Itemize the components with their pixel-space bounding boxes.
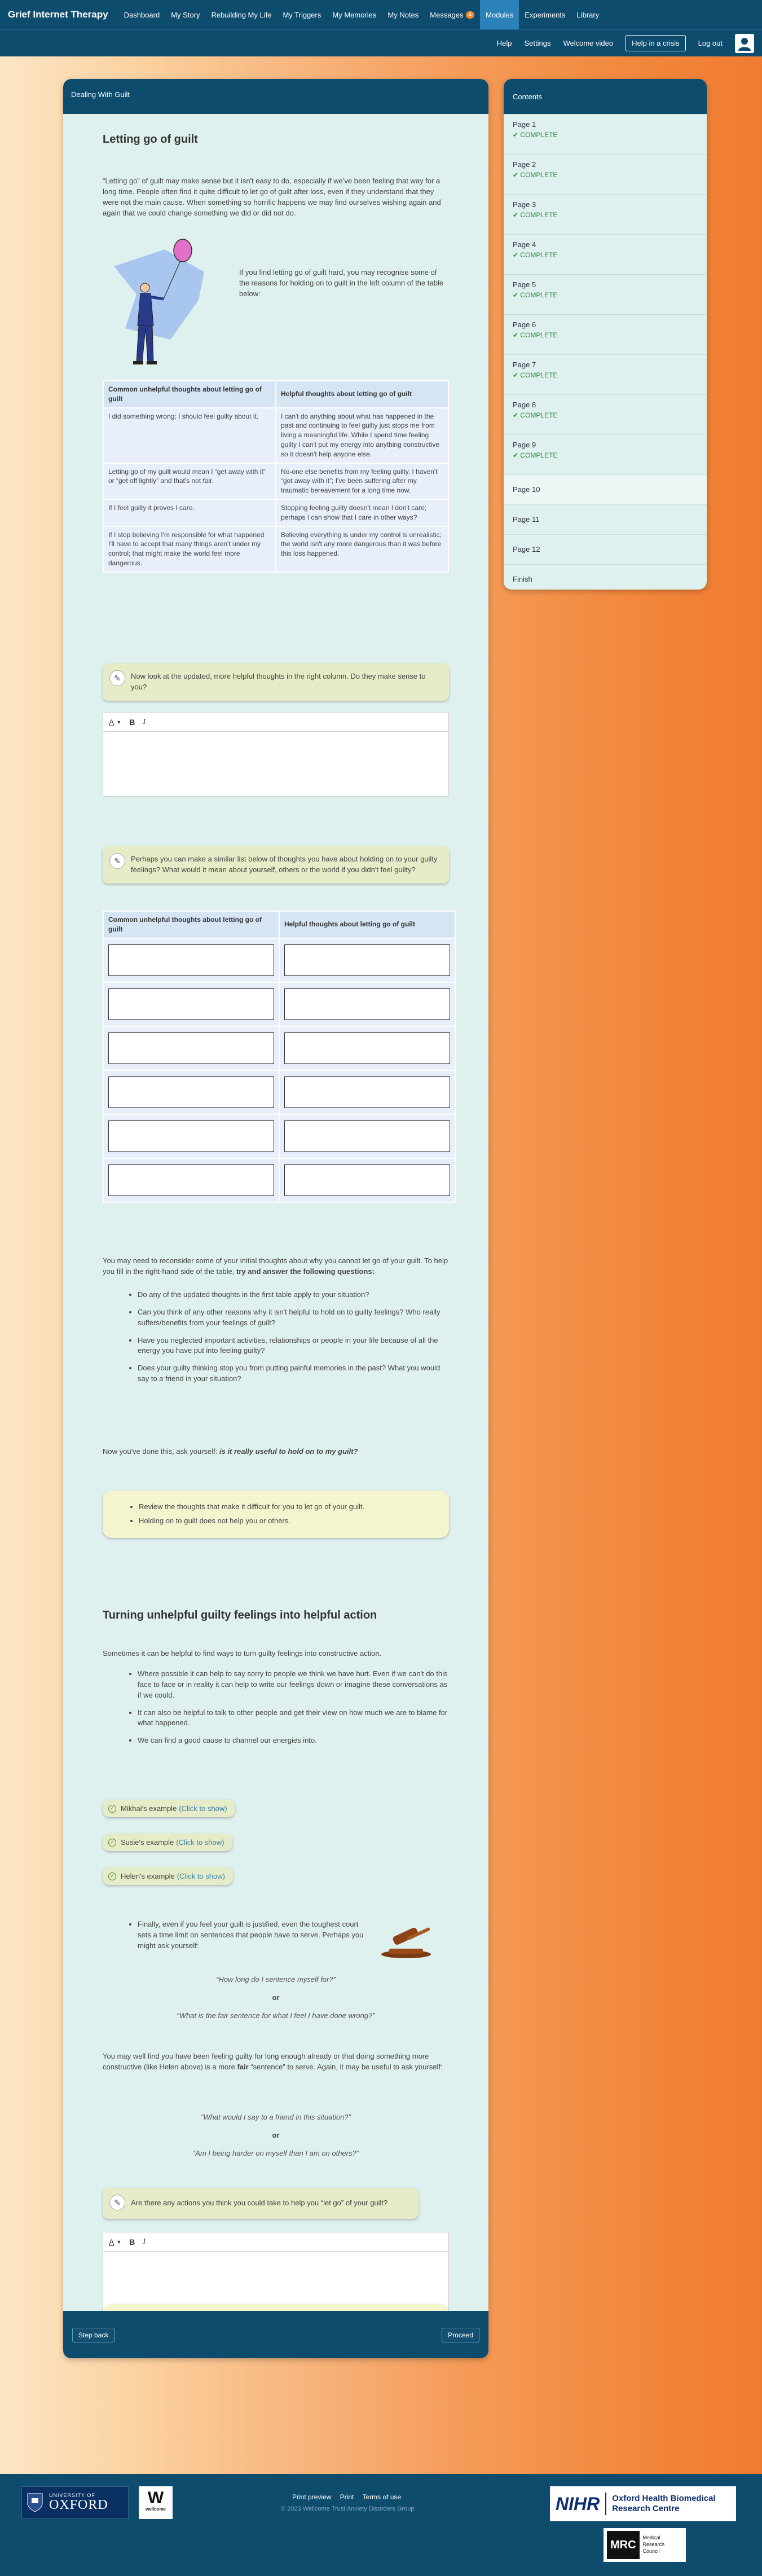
quote-fair-sentence: “What is the fair sentence for what I feel I have done wrong?” bbox=[177, 2011, 375, 2020]
helpful-thought-input[interactable] bbox=[284, 1120, 450, 1152]
pencil-icon: ✎ bbox=[109, 2195, 125, 2210]
section-heading: Turning unhelpful guilty feelings into helpful action bbox=[103, 1609, 377, 1621]
action-intro: Sometimes it can be helpful to find ways to turn guilty feelings into constructive action. bbox=[103, 1649, 382, 1658]
example-name: Mikhai's example bbox=[121, 1804, 177, 1813]
nav-my-memories[interactable]: My Memories bbox=[332, 10, 377, 19]
messages-badge: 4 bbox=[466, 11, 475, 19]
help-link[interactable]: Help bbox=[496, 39, 512, 47]
table-row bbox=[103, 1070, 455, 1114]
sidebar-page-12[interactable]: Page 12 bbox=[504, 534, 707, 564]
finally-list bbox=[103, 1919, 368, 1958]
contents-sidebar bbox=[504, 79, 707, 590]
page-label: Page 5 bbox=[513, 280, 536, 289]
list-item: • Do any of the updated thoughts in the first table apply to your situation? bbox=[138, 1290, 449, 1300]
text-color-icon[interactable]: A bbox=[109, 717, 114, 727]
bold-button[interactable]: B bbox=[129, 2237, 135, 2247]
nav-my-triggers[interactable]: My Triggers bbox=[283, 10, 321, 19]
table-row bbox=[103, 526, 448, 572]
nav-experiments[interactable]: Experiments bbox=[525, 10, 566, 19]
sidebar-page-7[interactable] bbox=[504, 354, 707, 394]
sidebar-page-10[interactable]: Page 10 bbox=[504, 474, 707, 504]
mrc-logo-text: Medical Research Council bbox=[642, 2535, 665, 2554]
complete-status: ✔ COMPLETE bbox=[513, 131, 558, 139]
susie-example-toggle[interactable] bbox=[103, 1834, 232, 1851]
nav-dashboard[interactable]: Dashboard bbox=[124, 10, 160, 19]
helpful-thought-input[interactable] bbox=[284, 1032, 450, 1064]
welcome-video-link[interactable]: Welcome video bbox=[563, 39, 614, 47]
table-row bbox=[103, 1026, 455, 1070]
nihr-logo-text: Oxford Health Biomedical Research Centre bbox=[612, 2494, 716, 2513]
page-title: Letting go of guilt bbox=[103, 133, 198, 146]
unhelpful-thought-input[interactable] bbox=[108, 1164, 274, 1196]
proceed-button[interactable]: Proceed bbox=[442, 2328, 479, 2342]
nav-my-notes[interactable]: My Notes bbox=[387, 10, 419, 19]
helpful-thought-input[interactable] bbox=[284, 988, 450, 1020]
print-preview-link[interactable]: Print preview bbox=[292, 2493, 332, 2501]
oxford-logo bbox=[21, 2486, 129, 2519]
page-label: Page 1 bbox=[513, 120, 536, 129]
sidebar-page-1[interactable] bbox=[504, 114, 707, 154]
copyright-text: © 2023 Wellcome Trust Anxiety Disorders Group bbox=[281, 2505, 415, 2512]
nihr-logo-mark: NIHR bbox=[556, 2493, 600, 2514]
top-nav bbox=[0, 0, 762, 29]
brand-title[interactable]: Grief Internet Therapy bbox=[8, 9, 108, 20]
complete-status: ✔ COMPLETE bbox=[513, 251, 558, 259]
table-cell: I did something wrong; I should feel guilty about it. bbox=[103, 408, 276, 463]
wellcome-logo-mark: W bbox=[147, 2489, 164, 2507]
oxford-logo-line2: OXFORD bbox=[49, 2498, 108, 2513]
complete-status: ✔ COMPLETE bbox=[513, 331, 558, 339]
check-icon: ✔ bbox=[513, 451, 519, 459]
prompt-actions bbox=[103, 2188, 419, 2219]
check-icon: ✔ bbox=[513, 371, 519, 379]
print-link[interactable]: Print bbox=[340, 2493, 354, 2501]
page-label: Page 7 bbox=[513, 361, 536, 369]
page-footer bbox=[0, 2474, 762, 2576]
wellcome-logo bbox=[139, 2486, 173, 2519]
page-label: Page 9 bbox=[513, 441, 536, 449]
fair-sentence-text bbox=[103, 2051, 449, 2073]
sidebar-page-5[interactable] bbox=[504, 274, 707, 314]
gavel-icon bbox=[377, 1920, 435, 1959]
oxford-logo-line1: UNIVERSITY OF bbox=[49, 2492, 95, 2498]
table-header: Helpful thoughts about letting go of guilt bbox=[276, 381, 448, 408]
table-row bbox=[103, 982, 455, 1026]
check-icon: ✔ bbox=[513, 131, 519, 139]
complete-status: ✔ COMPLETE bbox=[513, 371, 558, 379]
table-row bbox=[103, 938, 455, 982]
table-row bbox=[103, 1114, 455, 1158]
my-thoughts-table bbox=[103, 911, 456, 1203]
table-cell: No-one else benefits from my feeling guilty. I haven't “got away with it”; I've been suffering after my traumatic bereavement for a long time now. bbox=[276, 463, 448, 499]
module-footer bbox=[63, 2311, 488, 2358]
pencil-icon: ✎ bbox=[109, 853, 125, 869]
list-item: • We can find a good cause to channel our energies into. bbox=[138, 1735, 449, 1746]
sub-nav bbox=[0, 29, 762, 56]
page-label: Page 8 bbox=[513, 401, 536, 409]
or-separator: or bbox=[272, 2131, 280, 2139]
complete-status: ✔ COMPLETE bbox=[513, 211, 558, 219]
check-icon: ✓ bbox=[108, 1872, 116, 1880]
example-name: Helen's example bbox=[121, 1872, 175, 1880]
complete-status: ✔ COMPLETE bbox=[513, 451, 558, 459]
table-cell: If I feel guilty it proves I care. bbox=[103, 499, 276, 526]
editor-toolbar bbox=[103, 713, 448, 732]
page-label: Page 3 bbox=[513, 200, 536, 209]
list-item: • Can you think of any other reasons why it isn't helpful to hold on to guilty feelings? Who really suffers/benefits from your feelings of guilt? bbox=[138, 1307, 449, 1329]
oxford-crest-icon bbox=[27, 2493, 43, 2513]
table-row bbox=[103, 408, 448, 463]
nav-rebuilding[interactable]: Rebuilding My Life bbox=[211, 10, 272, 19]
list-item: • Where possible it can help to say sorry to people we think we have hurt. Even if we can't do this face to face or in reality it can help to write our feelings down or imagine these conversations as if we could. bbox=[138, 1669, 449, 1701]
reconsider-text-part: You may need to reconsider some of your initial thoughts about why you cannot let go of your guilt. To help you fill in the right-hand side of the table, bbox=[103, 1256, 448, 1276]
action-list bbox=[103, 1669, 449, 1753]
user-icon bbox=[737, 36, 752, 51]
mikhai-example-toggle[interactable] bbox=[103, 1800, 235, 1817]
check-icon: ✔ bbox=[513, 331, 519, 339]
italic-button[interactable]: I bbox=[143, 717, 146, 726]
table-cell: Letting go of my guilt would mean I “get away with it” or “get off lightly” and that's not fair. bbox=[103, 463, 276, 499]
sidebar-page-11[interactable]: Page 11 bbox=[504, 504, 707, 534]
bold-button[interactable]: B bbox=[129, 717, 135, 727]
response-editor-2[interactable] bbox=[103, 2232, 449, 2314]
pencil-icon: ✎ bbox=[109, 670, 125, 686]
sidebar-page-6[interactable] bbox=[504, 314, 707, 354]
check-icon: ✔ bbox=[513, 171, 519, 179]
list-item: • Have you neglected important activities, relationships or people in your life because of all the energy you have put into feeling guilty? bbox=[138, 1335, 449, 1357]
logout-link[interactable]: Log out bbox=[698, 39, 723, 47]
table-cell: If I stop believing I'm responsible for what happened I'll have to accept that many things aren't under my control; that might make the world feel more dangerous. bbox=[103, 526, 276, 572]
click-to-show: (Click to show) bbox=[176, 1838, 224, 1847]
text-color-icon[interactable]: A bbox=[109, 2237, 114, 2247]
complete-status: ✔ COMPLETE bbox=[513, 171, 558, 179]
summary-list bbox=[127, 1502, 441, 1527]
wellcome-logo-text: wellcome bbox=[145, 2507, 166, 2512]
check-icon: ✔ bbox=[513, 291, 519, 299]
sidebar-page-2[interactable] bbox=[504, 154, 707, 194]
intro-text: “Letting go” of guilt may make sense but it isn't easy to do, especially if we've been feeling that way for a long time. People often find it quite difficult to let go of guilt after loss, even if they understand that they were not the main cause. When something so horrific happens we may find ourselves wishing again and again that we could change something we did or did not do. bbox=[103, 177, 441, 217]
helpful-thought-input[interactable] bbox=[284, 944, 450, 976]
check-icon: ✔ bbox=[513, 211, 519, 219]
complete-status: ✔ COMPLETE bbox=[513, 291, 558, 299]
questions-list bbox=[103, 1290, 449, 1391]
mrc-logo-mark: MRC bbox=[607, 2531, 640, 2559]
nav-library[interactable]: Library bbox=[576, 10, 600, 19]
nav-messages[interactable] bbox=[424, 0, 480, 29]
chevron-down-icon[interactable]: ▼ bbox=[116, 719, 122, 725]
sidebar-page-3[interactable] bbox=[504, 194, 707, 234]
fair-text-part: “sentence” to serve. Again, it may be useful to ask yourself: bbox=[248, 2062, 443, 2071]
ask-yourself-text bbox=[103, 1447, 449, 1457]
unhelpful-thought-input[interactable] bbox=[108, 988, 274, 1020]
unhelpful-thought-input[interactable] bbox=[108, 944, 274, 976]
table-row bbox=[103, 463, 448, 499]
helpful-thought-input[interactable] bbox=[284, 1076, 450, 1108]
page-label: Page 4 bbox=[513, 240, 536, 249]
editor-toolbar bbox=[103, 2232, 448, 2252]
prompt-text: Are there any actions you think you could take to help you “let go” of your guilt? bbox=[131, 2199, 388, 2207]
quote-harder: “Am I being harder on myself than I am on others?” bbox=[192, 2149, 359, 2157]
table-header: Common unhelpful thoughts about letting go of guilt bbox=[103, 381, 276, 408]
check-icon: ✔ bbox=[513, 251, 519, 259]
italic-button[interactable]: I bbox=[143, 2237, 146, 2246]
click-to-show: (Click to show) bbox=[179, 1804, 227, 1813]
unhelpful-thought-input[interactable] bbox=[108, 1120, 274, 1152]
terms-link[interactable]: Terms of use bbox=[362, 2493, 402, 2501]
quote-how-long: “How long do I sentence myself for?” bbox=[216, 1975, 336, 1984]
balloon-man-illustration bbox=[103, 227, 238, 373]
response-editor-1[interactable] bbox=[103, 712, 449, 797]
help-in-crisis-button[interactable]: Help in a crisis bbox=[626, 35, 686, 51]
prompt-updated-thoughts bbox=[103, 663, 449, 701]
ask-yourself-bold: is it really useful to hold on to my guilt? bbox=[219, 1447, 358, 1456]
avatar[interactable] bbox=[735, 34, 754, 53]
list-item: • Review the thoughts that make it difficult for you to let go of your guilt. bbox=[139, 1502, 441, 1513]
prompt-similar-list bbox=[103, 846, 449, 883]
quote-friend: “What would I say to a friend in this situation?” bbox=[201, 2113, 351, 2121]
sidebar-page-9[interactable] bbox=[504, 434, 707, 474]
prompt-text: Perhaps you can make a similar list below of thoughts you have about holding on to your guilty feelings? What would it mean about yourself, others or the world if you didn't feel guilty? bbox=[131, 855, 438, 874]
reconsider-bold: try and answer the following questions: bbox=[236, 1267, 375, 1276]
nav-messages-label: Messages bbox=[430, 10, 464, 19]
example-name: Susie's example bbox=[121, 1838, 174, 1847]
sidebar-finish[interactable]: Finish bbox=[504, 564, 707, 590]
step-back-button[interactable]: Step back bbox=[72, 2328, 114, 2342]
table-cell: I can't do anything about what has happened in the past and continuing to feel guilty just stops me from living a meaningful life. While I spend time feeling guilty I can't put my energy into anything constructive so it doesn't help anyone else. bbox=[276, 408, 448, 463]
table-header: Common unhelpful thoughts about letting go of guilt bbox=[103, 911, 279, 938]
table-header: Helpful thoughts about letting go of guilt bbox=[279, 911, 455, 938]
list-item: • Finally, even if you feel your guilt is justified, even the toughest court sets a time limit on sentences that people have to serve. Perhaps you might ask yourself: bbox=[138, 1919, 368, 1951]
nihr-logo bbox=[550, 2486, 736, 2521]
list-item: • Does your guilty thinking stop you from putting painful memories in the past? What you would say to a friend in your situation? bbox=[138, 1363, 449, 1384]
unhelpful-thought-input[interactable] bbox=[108, 1076, 274, 1108]
helen-example-toggle[interactable] bbox=[103, 1867, 233, 1885]
page-label: Page 2 bbox=[513, 160, 536, 169]
click-to-show: (Click to show) bbox=[177, 1872, 225, 1880]
module-header: Dealing With Guilt bbox=[63, 79, 488, 114]
contents-header: Contents bbox=[504, 79, 707, 114]
mrc-logo bbox=[604, 2528, 686, 2562]
nav-my-story[interactable]: My Story bbox=[171, 10, 200, 19]
footer-links bbox=[292, 2493, 408, 2501]
ask-yourself-part: Now you've done this, ask yourself: bbox=[103, 1447, 219, 1456]
helpful-thought-input[interactable] bbox=[284, 1164, 450, 1196]
fair-text-part: You may well find you have been feeling guilty for long enough already or that doing something more constructive (like Helen above) is a more bbox=[103, 2052, 429, 2071]
list-item: • It can also be helpful to talk to other people and get their view on how much we are to blame for what happened. bbox=[138, 1708, 449, 1729]
table-row bbox=[103, 499, 448, 526]
check-icon: ✓ bbox=[108, 1839, 116, 1847]
nav-modules[interactable]: Modules bbox=[480, 0, 519, 29]
table-cell: Stopping feeling guilty doesn't mean I don't care; perhaps I can show that I care in other ways? bbox=[276, 499, 448, 526]
page-label: Page 6 bbox=[513, 320, 536, 329]
or-separator: or bbox=[272, 1993, 280, 2002]
settings-link[interactable]: Settings bbox=[524, 39, 551, 47]
sidebar-page-4[interactable] bbox=[504, 234, 707, 274]
guilt-thoughts-table bbox=[103, 380, 449, 573]
unhelpful-thought-input[interactable] bbox=[108, 1032, 274, 1064]
table-cell: Believing everything is under my control is unrealistic; the world isn't any more dangerous than it was before this loss happened. bbox=[276, 526, 448, 572]
complete-status: ✔ COMPLETE bbox=[513, 411, 558, 419]
table-row bbox=[103, 1158, 455, 1202]
check-icon: ✓ bbox=[108, 1805, 116, 1813]
list-item: • Holding on to guilt does not help you or others. bbox=[139, 1516, 441, 1527]
check-icon: ✔ bbox=[513, 411, 519, 419]
module-panel bbox=[63, 79, 488, 2358]
sidebar-page-8[interactable] bbox=[504, 394, 707, 434]
fair-bold: fair bbox=[237, 2062, 249, 2071]
prompt-text: Now look at the updated, more helpful thoughts in the right column. Do they make sense to you? bbox=[131, 672, 426, 691]
side-text: If you find letting go of guilt hard, you may recognise some of the reasons for holding on to guilt in the left column of the table below: bbox=[239, 268, 444, 298]
chevron-down-icon[interactable]: ▼ bbox=[116, 2239, 122, 2245]
summary-box-1 bbox=[103, 1491, 449, 1538]
reconsider-text bbox=[103, 1256, 449, 1277]
